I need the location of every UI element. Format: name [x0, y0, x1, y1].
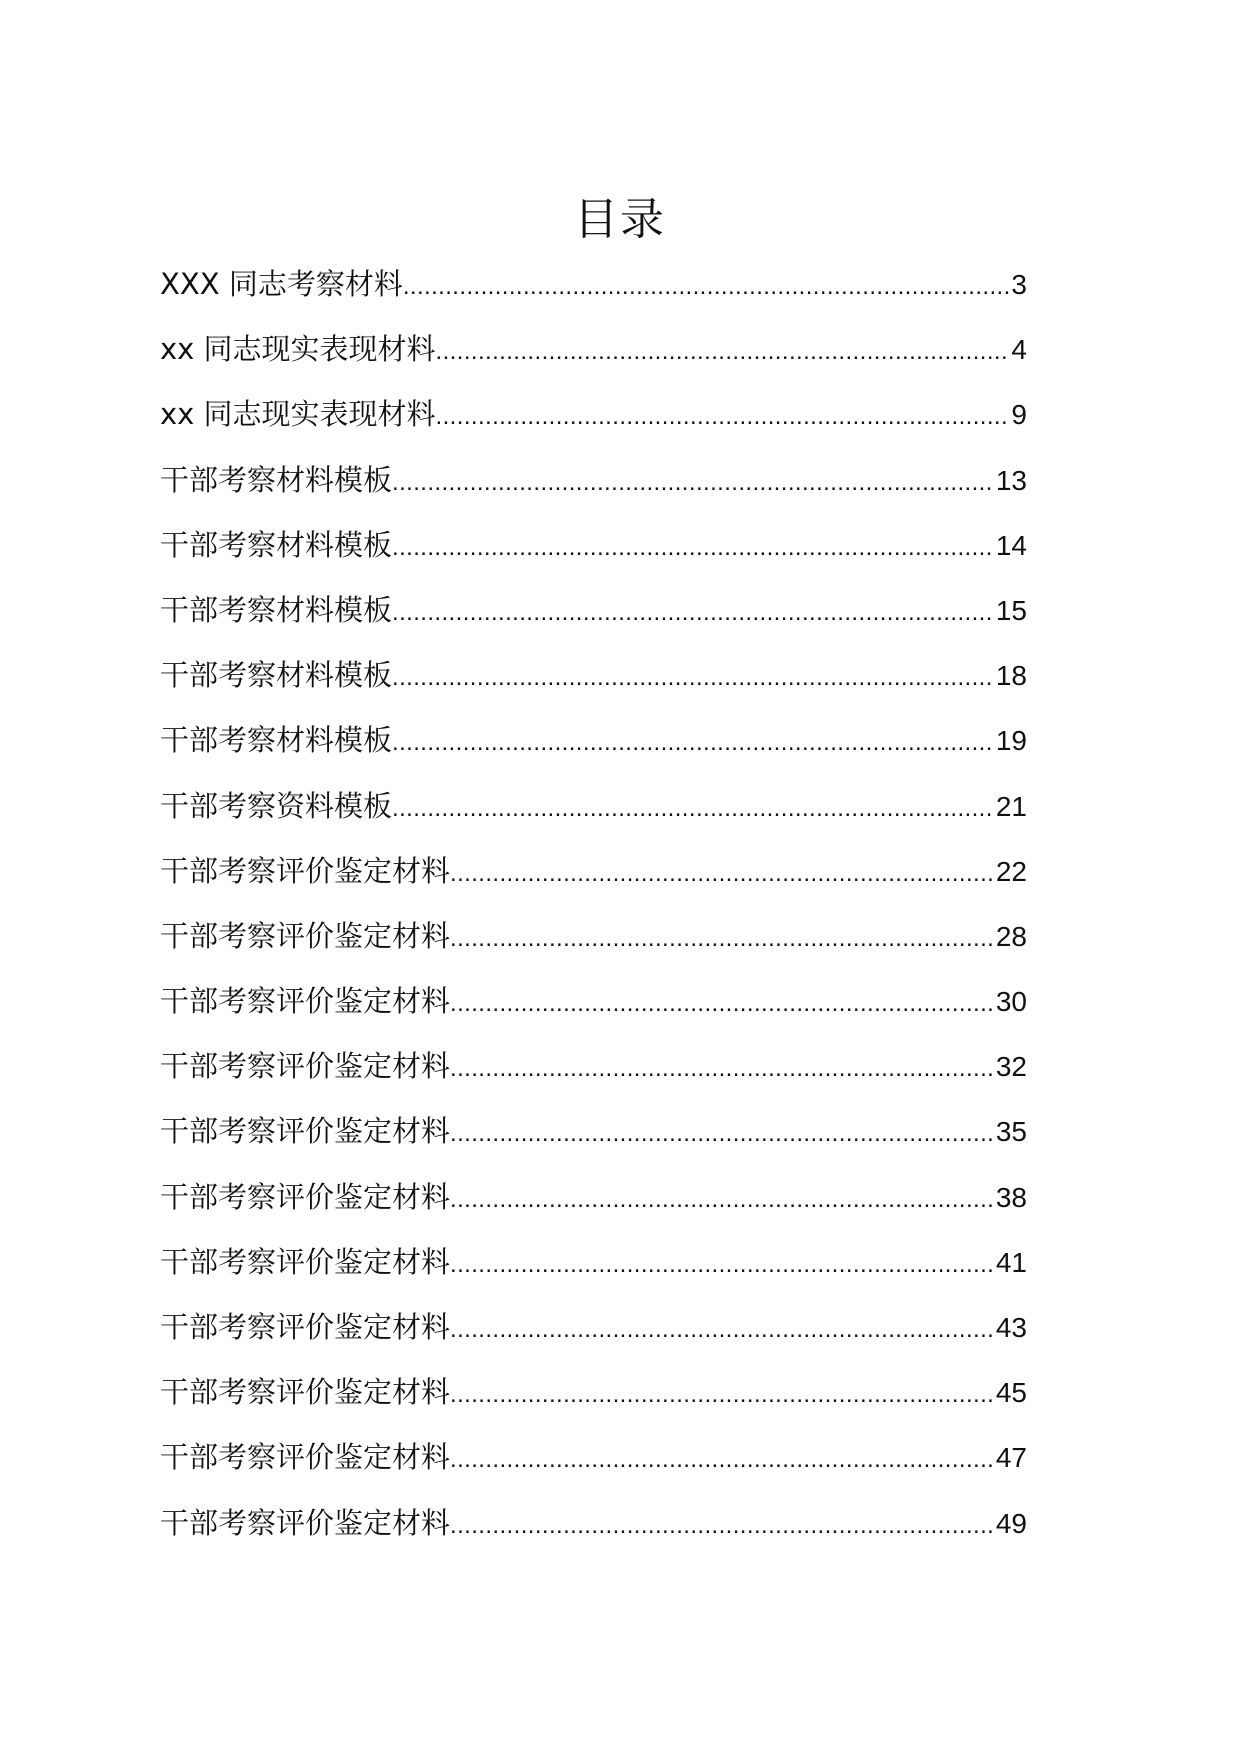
toc-entry-page-number: 47 [995, 1442, 1027, 1474]
toc-entry-title: 干部考察评价鉴定材料 [160, 1440, 451, 1475]
toc-entry[interactable] [160, 1307, 1027, 1372]
toc-entry[interactable] [160, 329, 1027, 394]
toc-entry[interactable] [160, 1372, 1027, 1437]
toc-entry[interactable] [160, 851, 1027, 916]
toc-entry[interactable] [160, 720, 1027, 785]
toc-entry-page-number: 43 [995, 1312, 1027, 1343]
toc-entry-page-number: 14 [995, 529, 1027, 561]
toc-entry-page-number: 4 [1011, 334, 1027, 366]
toc-entry-page-number: 3 [1011, 269, 1027, 300]
toc-entry-page-number: 35 [995, 1116, 1027, 1148]
toc-entry-page-number: 21 [995, 790, 1027, 822]
toc-entry-title: 干部考察资料模板 [160, 788, 393, 823]
dot-leader [450, 1440, 994, 1480]
toc-entry[interactable] [160, 525, 1027, 590]
dot-leader [450, 1049, 994, 1089]
dot-leader [392, 658, 994, 698]
toc-entry-title: 干部考察评价鉴定材料 [160, 1310, 451, 1344]
dot-leader [450, 1180, 994, 1220]
dot-leader [450, 984, 994, 1024]
toc-title: 目录 [574, 194, 666, 245]
toc-entry-page-number: 19 [995, 725, 1027, 757]
dot-leader [392, 528, 994, 568]
dot-leader [392, 723, 994, 763]
dot-leader [450, 1375, 994, 1415]
toc-entry-title: 干部考察评价鉴定材料 [160, 1375, 451, 1410]
dot-leader [450, 1310, 994, 1350]
toc-entry-title: 干部考察材料模板 [160, 723, 393, 758]
toc-entry[interactable] [160, 590, 1027, 655]
toc-entry-title: 干部考察评价鉴定材料 [160, 1114, 451, 1149]
toc-entry-title: 干部考察材料模板 [160, 592, 393, 627]
dot-leader [450, 1506, 994, 1546]
toc-entry-title: 干部考察评价鉴定材料 [160, 984, 451, 1019]
dot-leader [392, 593, 994, 633]
toc-entry[interactable] [160, 264, 1027, 329]
toc-entry-page-number: 45 [995, 1377, 1027, 1409]
toc-entry-title: 干部考察评价鉴定材料 [160, 1179, 451, 1214]
toc-entry[interactable] [160, 1111, 1027, 1176]
toc-entry[interactable] [160, 981, 1027, 1046]
toc-entry-page-number: 28 [995, 920, 1027, 952]
toc-entry-title: xx 同志现实表现材料 [160, 397, 436, 432]
toc-entry[interactable] [160, 786, 1027, 851]
toc-entry[interactable] [160, 460, 1027, 525]
toc-entry-title: 干部考察材料模板 [160, 462, 393, 497]
toc-entry[interactable] [160, 1046, 1027, 1111]
toc-list [160, 264, 1027, 1568]
dot-leader [450, 1245, 994, 1285]
toc-entry-page-number: 49 [995, 1507, 1027, 1539]
dot-leader [450, 1114, 994, 1154]
toc-entry-title: 干部考察评价鉴定材料 [160, 918, 451, 953]
toc-entry-title: 干部考察材料模板 [160, 658, 393, 693]
toc-entry-title: xx 同志现实表现材料 [160, 332, 436, 367]
toc-entry-title: 干部考察评价鉴定材料 [160, 1244, 451, 1279]
toc-entry-page-number: 38 [995, 1181, 1027, 1213]
toc-entry-page-number: 9 [1011, 399, 1027, 431]
dot-leader [436, 397, 1009, 437]
toc-entry-page-number: 13 [995, 464, 1027, 496]
dot-leader [403, 267, 1009, 307]
toc-entry-page-number: 22 [995, 855, 1027, 887]
dot-leader [436, 332, 1009, 372]
toc-entry-page-number: 18 [995, 660, 1027, 692]
toc-entry[interactable] [160, 1437, 1027, 1502]
toc-entry[interactable] [160, 1242, 1027, 1307]
toc-entry-page-number: 15 [995, 594, 1027, 626]
toc-entry-page-number: 41 [995, 1246, 1027, 1278]
toc-entry-title: XXX 同志考察材料 [160, 267, 403, 301]
toc-entry-title: 干部考察评价鉴定材料 [160, 853, 451, 888]
dot-leader [392, 789, 994, 829]
toc-entry-page-number: 30 [995, 986, 1027, 1018]
toc-entry-title: 干部考察材料模板 [160, 527, 393, 562]
toc-entry[interactable] [160, 1503, 1027, 1568]
toc-entry-title: 干部考察评价鉴定材料 [160, 1505, 451, 1540]
toc-entry[interactable] [160, 394, 1027, 459]
toc-entry-title: 干部考察评价鉴定材料 [160, 1049, 451, 1084]
dot-leader [392, 463, 994, 503]
toc-entry-page-number: 32 [995, 1051, 1027, 1083]
toc-entry[interactable] [160, 655, 1027, 720]
toc-entry[interactable] [160, 1177, 1027, 1242]
toc-entry[interactable] [160, 916, 1027, 981]
dot-leader [450, 854, 994, 894]
dot-leader [450, 919, 994, 959]
